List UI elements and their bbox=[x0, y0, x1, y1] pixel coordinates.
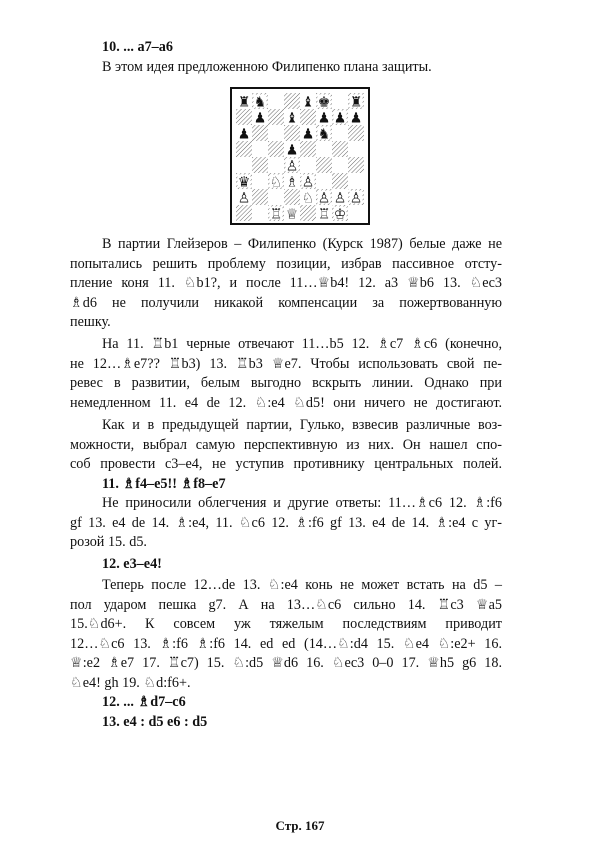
dark-square bbox=[316, 157, 332, 173]
dark-square bbox=[252, 189, 268, 205]
chess-piece: ♛ bbox=[237, 174, 251, 191]
text-line: На 11. ♖b1 черные отвечают 11…b5 12. ♗c7 ♗c6 (конечно, bbox=[102, 336, 502, 352]
chess-piece: ♙ bbox=[333, 190, 347, 207]
text-line: ревес в развитии, белым выгодно вскрыть линии. Однако при bbox=[70, 375, 502, 391]
text-line: ♗d6 не получили никакой компенсации за пожертвованную bbox=[70, 294, 502, 311]
text-line: 12…♘c6 13. ♗:f6 ♗:f6 14. ed ed (14…♘:d4 15. ♘e4 ♘:e2+ 16. bbox=[70, 635, 502, 652]
dark-square bbox=[300, 109, 316, 125]
chess-piece: ♜ bbox=[237, 94, 251, 111]
chess-piece: ♖ bbox=[317, 206, 331, 221]
chess-piece: ♙ bbox=[301, 174, 315, 191]
dark-square bbox=[268, 141, 284, 157]
light-square bbox=[252, 141, 268, 157]
text-line: пешку. bbox=[70, 314, 111, 330]
text-line: 13. e4 : d5 e6 : d5 bbox=[102, 713, 208, 730]
chess-piece: ♟ bbox=[301, 126, 315, 143]
text-line: ♕:e2 ♗e7 17. ♖c7) 15. ♘:d5 ♕d6 16. ♘ec3 0–0 17. ♕h5 g6 18. bbox=[70, 655, 502, 671]
text-line: В этом идея предложенною Филипенко плана защиты. bbox=[102, 58, 432, 75]
text-line: ♘e4! gh 19. ♘d:f6+. bbox=[70, 674, 191, 691]
chess-diagram bbox=[230, 87, 370, 225]
text-line: попытались решить проблему позиции, избрав пассивное отсту- bbox=[70, 255, 502, 272]
dark-square bbox=[236, 109, 252, 125]
light-square bbox=[348, 205, 364, 221]
light-square bbox=[268, 93, 284, 109]
chess-board bbox=[230, 87, 370, 225]
chess-piece: ♝ bbox=[301, 94, 315, 111]
chess-piece: ♜ bbox=[349, 94, 363, 111]
light-square bbox=[300, 157, 316, 173]
text-line: Как и в предыдущей партии, Гулько, взвесив различные воз- bbox=[102, 417, 502, 433]
chess-piece: ♟ bbox=[285, 142, 299, 159]
chess-piece: ♟ bbox=[237, 126, 251, 143]
light-square bbox=[268, 189, 284, 205]
text-line: Не приносили облегчения и другие ответы: 11…♗c6 12. ♗:f6 bbox=[102, 495, 502, 511]
chess-piece: ♟ bbox=[253, 110, 267, 127]
chess-piece: ♘ bbox=[269, 174, 283, 191]
dark-square bbox=[348, 125, 364, 141]
text-line: В партии Глейзеров – Филипенко (Курск 1987) белые даже не bbox=[102, 236, 502, 252]
light-square bbox=[348, 141, 364, 157]
light-square bbox=[268, 157, 284, 173]
dark-square bbox=[236, 141, 252, 157]
chess-piece: ♖ bbox=[269, 206, 283, 221]
text-line: gf 13. e4 de 14. ♗:e4, 11. ♘c6 12. ♗:f6 gf 13. e4 de 14. ♗:e4 с уг- bbox=[70, 514, 502, 531]
chess-piece: ♟ bbox=[317, 110, 331, 127]
chess-piece: ♕ bbox=[285, 206, 299, 221]
dark-square bbox=[268, 109, 284, 125]
chess-piece: ♙ bbox=[317, 190, 331, 207]
chess-piece: ♙ bbox=[237, 190, 251, 207]
dark-square bbox=[284, 93, 300, 109]
board-svg bbox=[236, 93, 364, 221]
chess-piece: ♚ bbox=[317, 94, 331, 111]
chess-piece: ♙ bbox=[285, 158, 299, 175]
light-square bbox=[316, 173, 332, 189]
light-square bbox=[348, 173, 364, 189]
chess-piece: ♟ bbox=[349, 110, 363, 127]
text-line: розой 15. d5. bbox=[70, 534, 147, 550]
chess-piece: ♙ bbox=[349, 190, 363, 207]
chess-piece: ♝ bbox=[285, 110, 299, 127]
text-line: 12. ... ♗d7–c6 bbox=[102, 694, 186, 710]
light-square bbox=[332, 93, 348, 109]
text-line: 15.♘d6+. К совсем уж тяжелым последствиям приводит bbox=[70, 616, 502, 632]
text-line: 12. e3–e4! bbox=[102, 555, 162, 572]
text-line: можности, выбрал самую перспективную из них. Он нашел спо- bbox=[70, 436, 502, 453]
text-line: 11. ♗f4–e5!! ♗f8–e7 bbox=[102, 475, 226, 492]
chess-piece: ♟ bbox=[333, 110, 347, 127]
light-square bbox=[316, 141, 332, 157]
light-square bbox=[236, 157, 252, 173]
light-square bbox=[332, 157, 348, 173]
light-square bbox=[252, 173, 268, 189]
chess-piece: ♘ bbox=[301, 190, 315, 207]
chess-piece: ♞ bbox=[253, 94, 267, 111]
text-line: соб провести c3–e4, не уступив противнику центральных полей. bbox=[70, 456, 502, 472]
chess-piece: ♗ bbox=[285, 174, 299, 191]
chess-piece: ♔ bbox=[333, 206, 347, 221]
chess-piece: ♞ bbox=[317, 126, 331, 143]
dark-square bbox=[300, 141, 316, 157]
dark-square bbox=[332, 141, 348, 157]
text-line: Теперь после 12…de 13. ♘:e4 конь не может встать на d5 – bbox=[102, 577, 502, 593]
dark-square bbox=[300, 205, 316, 221]
dark-square bbox=[252, 125, 268, 141]
light-square bbox=[332, 125, 348, 141]
light-square bbox=[252, 205, 268, 221]
dark-square bbox=[284, 189, 300, 205]
dark-square bbox=[284, 125, 300, 141]
dark-square bbox=[252, 157, 268, 173]
text-line: 10. ... a7–a6 bbox=[102, 39, 173, 55]
text-line: не 12…♗e7?? ♖b3) 13. ♖b3 ♕e7. Чтобы использовать свой пе- bbox=[70, 355, 502, 372]
dark-square bbox=[332, 173, 348, 189]
text-line: немедленном 11. e4 de 12. ♘:e4 ♘d5! они ничего не достигают. bbox=[70, 394, 502, 411]
text-line: пление коня 11. ♘b1?, и после 11…♕b4! 12. a3 ♕b6 13. ♘ec3 bbox=[70, 275, 502, 291]
dark-square bbox=[236, 205, 252, 221]
page-number: Стр. 167 bbox=[275, 818, 325, 833]
text-line: пол ударом пешка g7. А на 13…♘c6 сильно 14. ♖c3 ♕a5 bbox=[70, 596, 502, 613]
light-square bbox=[268, 125, 284, 141]
dark-square bbox=[348, 157, 364, 173]
